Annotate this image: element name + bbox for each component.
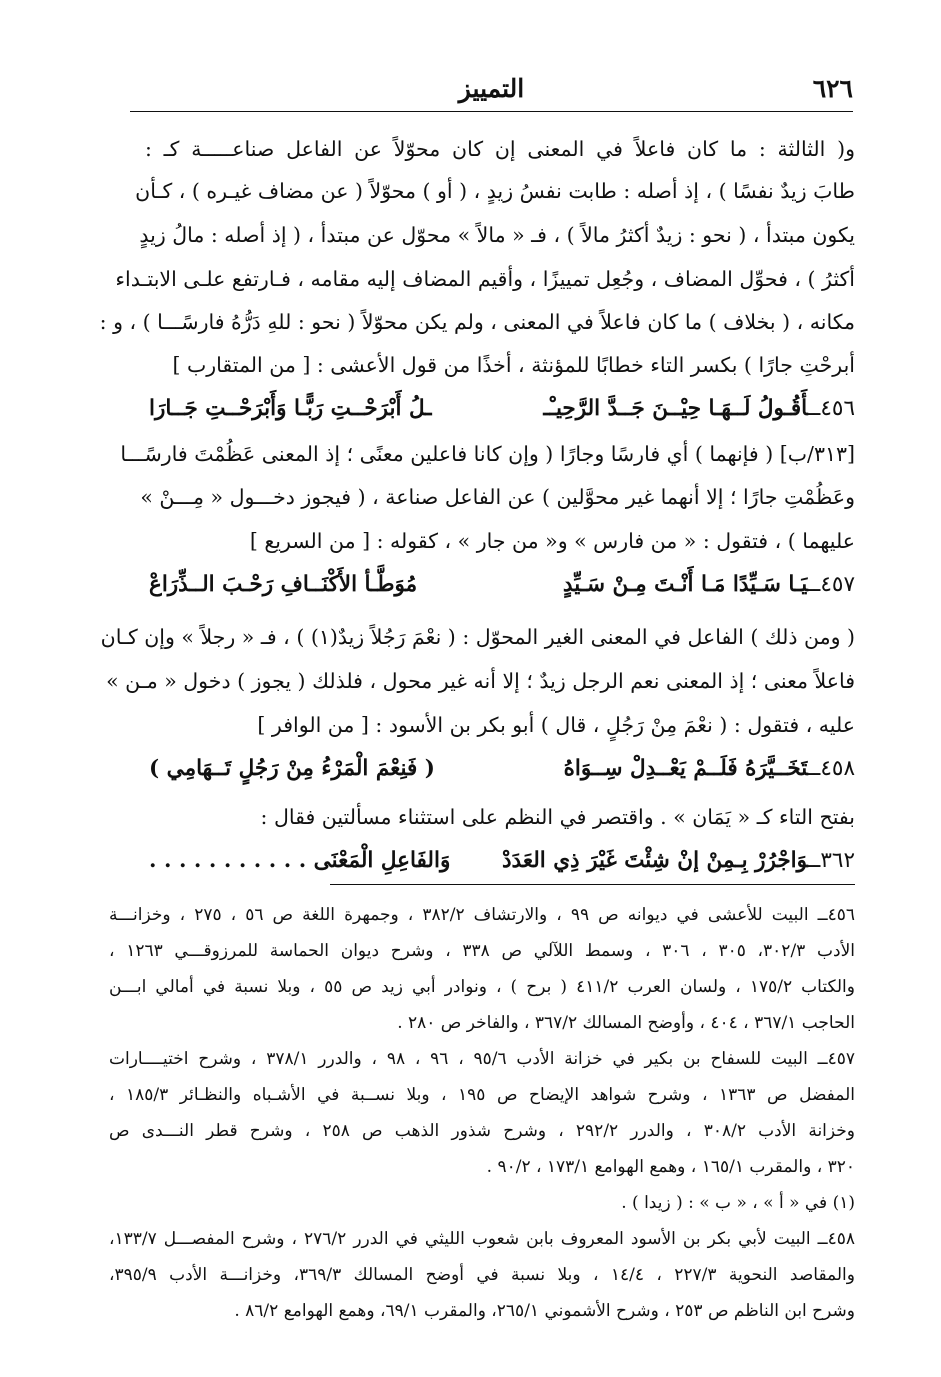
verse-first-hemistich: وَاجْرُرْ بِـمِنْ إنْ شِئْتَ غَيْرَ ذِي العَدَدْ: [501, 848, 808, 873]
text-line: [٣١٣/ب] ( فإنهما ) أي فارسًا وجارًا ( وإن كانا فاعلين معنًى ؛ إذ المعنى عَظُمْتَ فارسًـــا: [120, 442, 855, 466]
text-line: يكون مبتدأ ، ( نحو : زيدٌ أكثرُ مالاً ) ، فـ « مالاً » محوّل عن مبتدأ ، ( إذ أصله : مالُ زيدٍ: [139, 223, 855, 247]
footnote-line: وخزانة الأدب ٣٠٨/٢ ، والدرر ٢٩٢/٢ ، وشرح شذور الذهب ص ٢٥٨ ، وشرح قطر النـــدى ص: [109, 1121, 856, 1141]
text-line: فاعلاً معنى ؛ إذ المعنى نعم الرجل زيدٌ ؛ إلا أنه غير محول ، فلذلك ( يجوز ) دخول « مـن »: [106, 669, 855, 693]
footnote-line: ٤٥٧ــ البيت للسفاح بن بكير في خزانة الأدب ٩٥/٦ ، ٩٦ ، ٩٨ ، والدرر ٣٧٨/١ ، وشرح اختيــــارات: [109, 1049, 855, 1069]
verse-first-hemistich: أَقُـولُ لَــهَـا حِيْــنَ جَــدَّ الرَّحِيـْـ: [543, 396, 808, 421]
footnote-line: والمقاصد النحوية ٢٢٧/٣ ، ١٤/٤ ، وبلا نسبة في أوضح المسالك ٣٦٩/٣، وخزانـــة الأدب ٣٩٥/٩،: [109, 1265, 855, 1285]
verse-362: [145, 838, 855, 884]
text-line: أبرحْتِ جارًا ) بكسر التاء خطابًا للمؤنثة ، أخذًا من قول الأعشى : [ من المتقارب ]: [172, 353, 855, 377]
footnote-line: والكتاب ١٧٥/٢ ، ولسان العرب ٤١١/٢ ( برح ) ، ونوادر أبي زيد ص ٥٥ ، وبلا نسبة في أمالي ابـــن: [109, 977, 855, 997]
footnote-line: وشرح ابن الناظم ص ٢٥٣ ، وشرح الأشموني ٢٦٥/١، والمقرب ٦٩/١، وهمع الهوامع ٨٦/٢ .: [234, 1301, 855, 1321]
verse-second-hemistich: وَالفَاعِلِ الْمَعْنَى . . . . . . . . . . .: [149, 848, 451, 873]
text-line: و( الثالثة : ما كان فاعلاً في المعنى إن كان محوّلاً عن الفاعل صناعـــــة كـ :: [145, 137, 855, 161]
footnote-line: الأدب ٣٠٢/٣، ٣٠٥ ، ٣٠٦ ، وسمط اللآلي ص ٣٣٨ ، وشرح ديوان الحماسة للمرزوقـــي ١٢٦٣ ،: [109, 941, 856, 961]
footnote-line: (١) في « أ » ، « ب » : ( زيدا ) .: [621, 1193, 855, 1213]
text-line: عليهما ) ، فتقول : « من فارس » و« من جار » ، كقوله : [ من السريع ]: [249, 529, 855, 553]
text-line: أكثرُ ) ، فحوِّل المضاف ، وجُعِل تمييزًا ، وأقيم المضاف إليه مقامه ، فـارتفع علـى الابتـداء: [115, 267, 855, 291]
footnote-line: ٤٥٦ــ البيت للأعشى في ديوانه ص ٩٩ ، والارتشاف ٣٨٢/٢ ، وجمهرة اللغة ص ٥٦ ، ٢٧٥ ، وخزانـــة: [109, 905, 855, 925]
verse-second-hemistich: ـلُ أَبْرَحْــتِ رَبًّـا وَأَبْرَحْــتِ جَــارَا: [149, 396, 432, 421]
footnote-separator: [330, 884, 855, 885]
verse-second-hemistich: مُوَطَّـأ الأَكْنَــافِ رَحْـبَ الــذِّرَاعْ: [149, 572, 418, 597]
header-rule: [130, 111, 853, 112]
verse-457: [145, 562, 855, 608]
verse-first-hemistich: يَـا سَـيِّدًا مَـا أَنْـتَ مِـنْ سَـيِّدٍ: [562, 572, 808, 597]
text-line: مكانه ، ( بخلاف ) ما كان فاعلاً في المعنى ، ولم يكن محوّلاً ( نحو : للهِ دَرُّهُ فارسًـــا ) ، و :: [99, 310, 855, 334]
verse-first-hemistich: تَخَــيَّرَهُ فَلَــمْ يَعْــدِلْ سِــوَاهُ: [563, 756, 808, 781]
verse-second-hemistich: ( فَنِعْمَ الْمَرْءُ مِنْ رَجُلٍ تَــهَامِي ): [149, 756, 435, 781]
verse-number: ٤٥٦ــ: [807, 396, 855, 421]
verse-number: ٤٥٧ــ: [807, 572, 855, 597]
footnote-line: الحاجب ٣٦٧/١ ، ٤٠٤ ، وأوضح المسالك ٣٦٧/٢ ، والفاخر ص ٢٨٠ .: [397, 1013, 855, 1033]
text-line: عليه ، فتقول : ( نعْمَ مِنْ رَجُلٍ ، قال ) أبو بكر بن الأسود : [ من الوافر ]: [257, 713, 855, 737]
footnote-line: المفضل ص ١٣٦٣ ، وشرح شواهد الإيضاح ص ١٩٥ ، وبلا نســبة في الأشـباه والنظـائر ١٨٥/٣ ،: [109, 1085, 856, 1105]
text-line: بفتح التاء كـ « يَمَان » . واقتصر في النظم على استثناء مسألتين فقال :: [260, 805, 855, 829]
footnote-line: ٣٢٠ ، والمقرب ١٦٥/١ ، وهمع الهوامع ١٧٣/١ ، ٩٠/٢ .: [486, 1157, 855, 1177]
verse-458: [145, 746, 855, 792]
page-number: ٦٢٦: [812, 74, 853, 103]
footnote-line: ٤٥٨ــ البيت لأبي بكر بن الأسود المعروف بابن شعوب الليثي في الدرر ٢٧٦/٢ ، وشرح المفصـــل ١٣٣/٧،: [109, 1229, 855, 1249]
text-line: وعَظُمْتِ جارًا ؛ إلا أنهما غير محوَّلين ) عن الفاعل صناعة ، ( فيجوز دخـــول « مِـــنْ »: [140, 485, 855, 509]
verse-number: ٣٦٢ــ: [807, 848, 855, 873]
verse-number: ٤٥٨ــ: [807, 756, 855, 781]
text-line: طابَ زيدٌ نفسًا ) ، إذ أصله : طابت نفسُ زيدٍ ، ( أو ) محوّلاً ( عن مضاف غيـره ) ، كـأن: [135, 179, 855, 203]
text-line: ( ومن ذلك ) الفاعل في المعنى الغير المحوّل : ( نعْمَ رَجُلاً زيدٌ(١) ) ، فـ « رجلاً » وإن كـان: [100, 625, 855, 649]
page-header: [130, 72, 853, 112]
verse-456: [145, 386, 855, 432]
page-title: التمييز: [458, 74, 525, 103]
